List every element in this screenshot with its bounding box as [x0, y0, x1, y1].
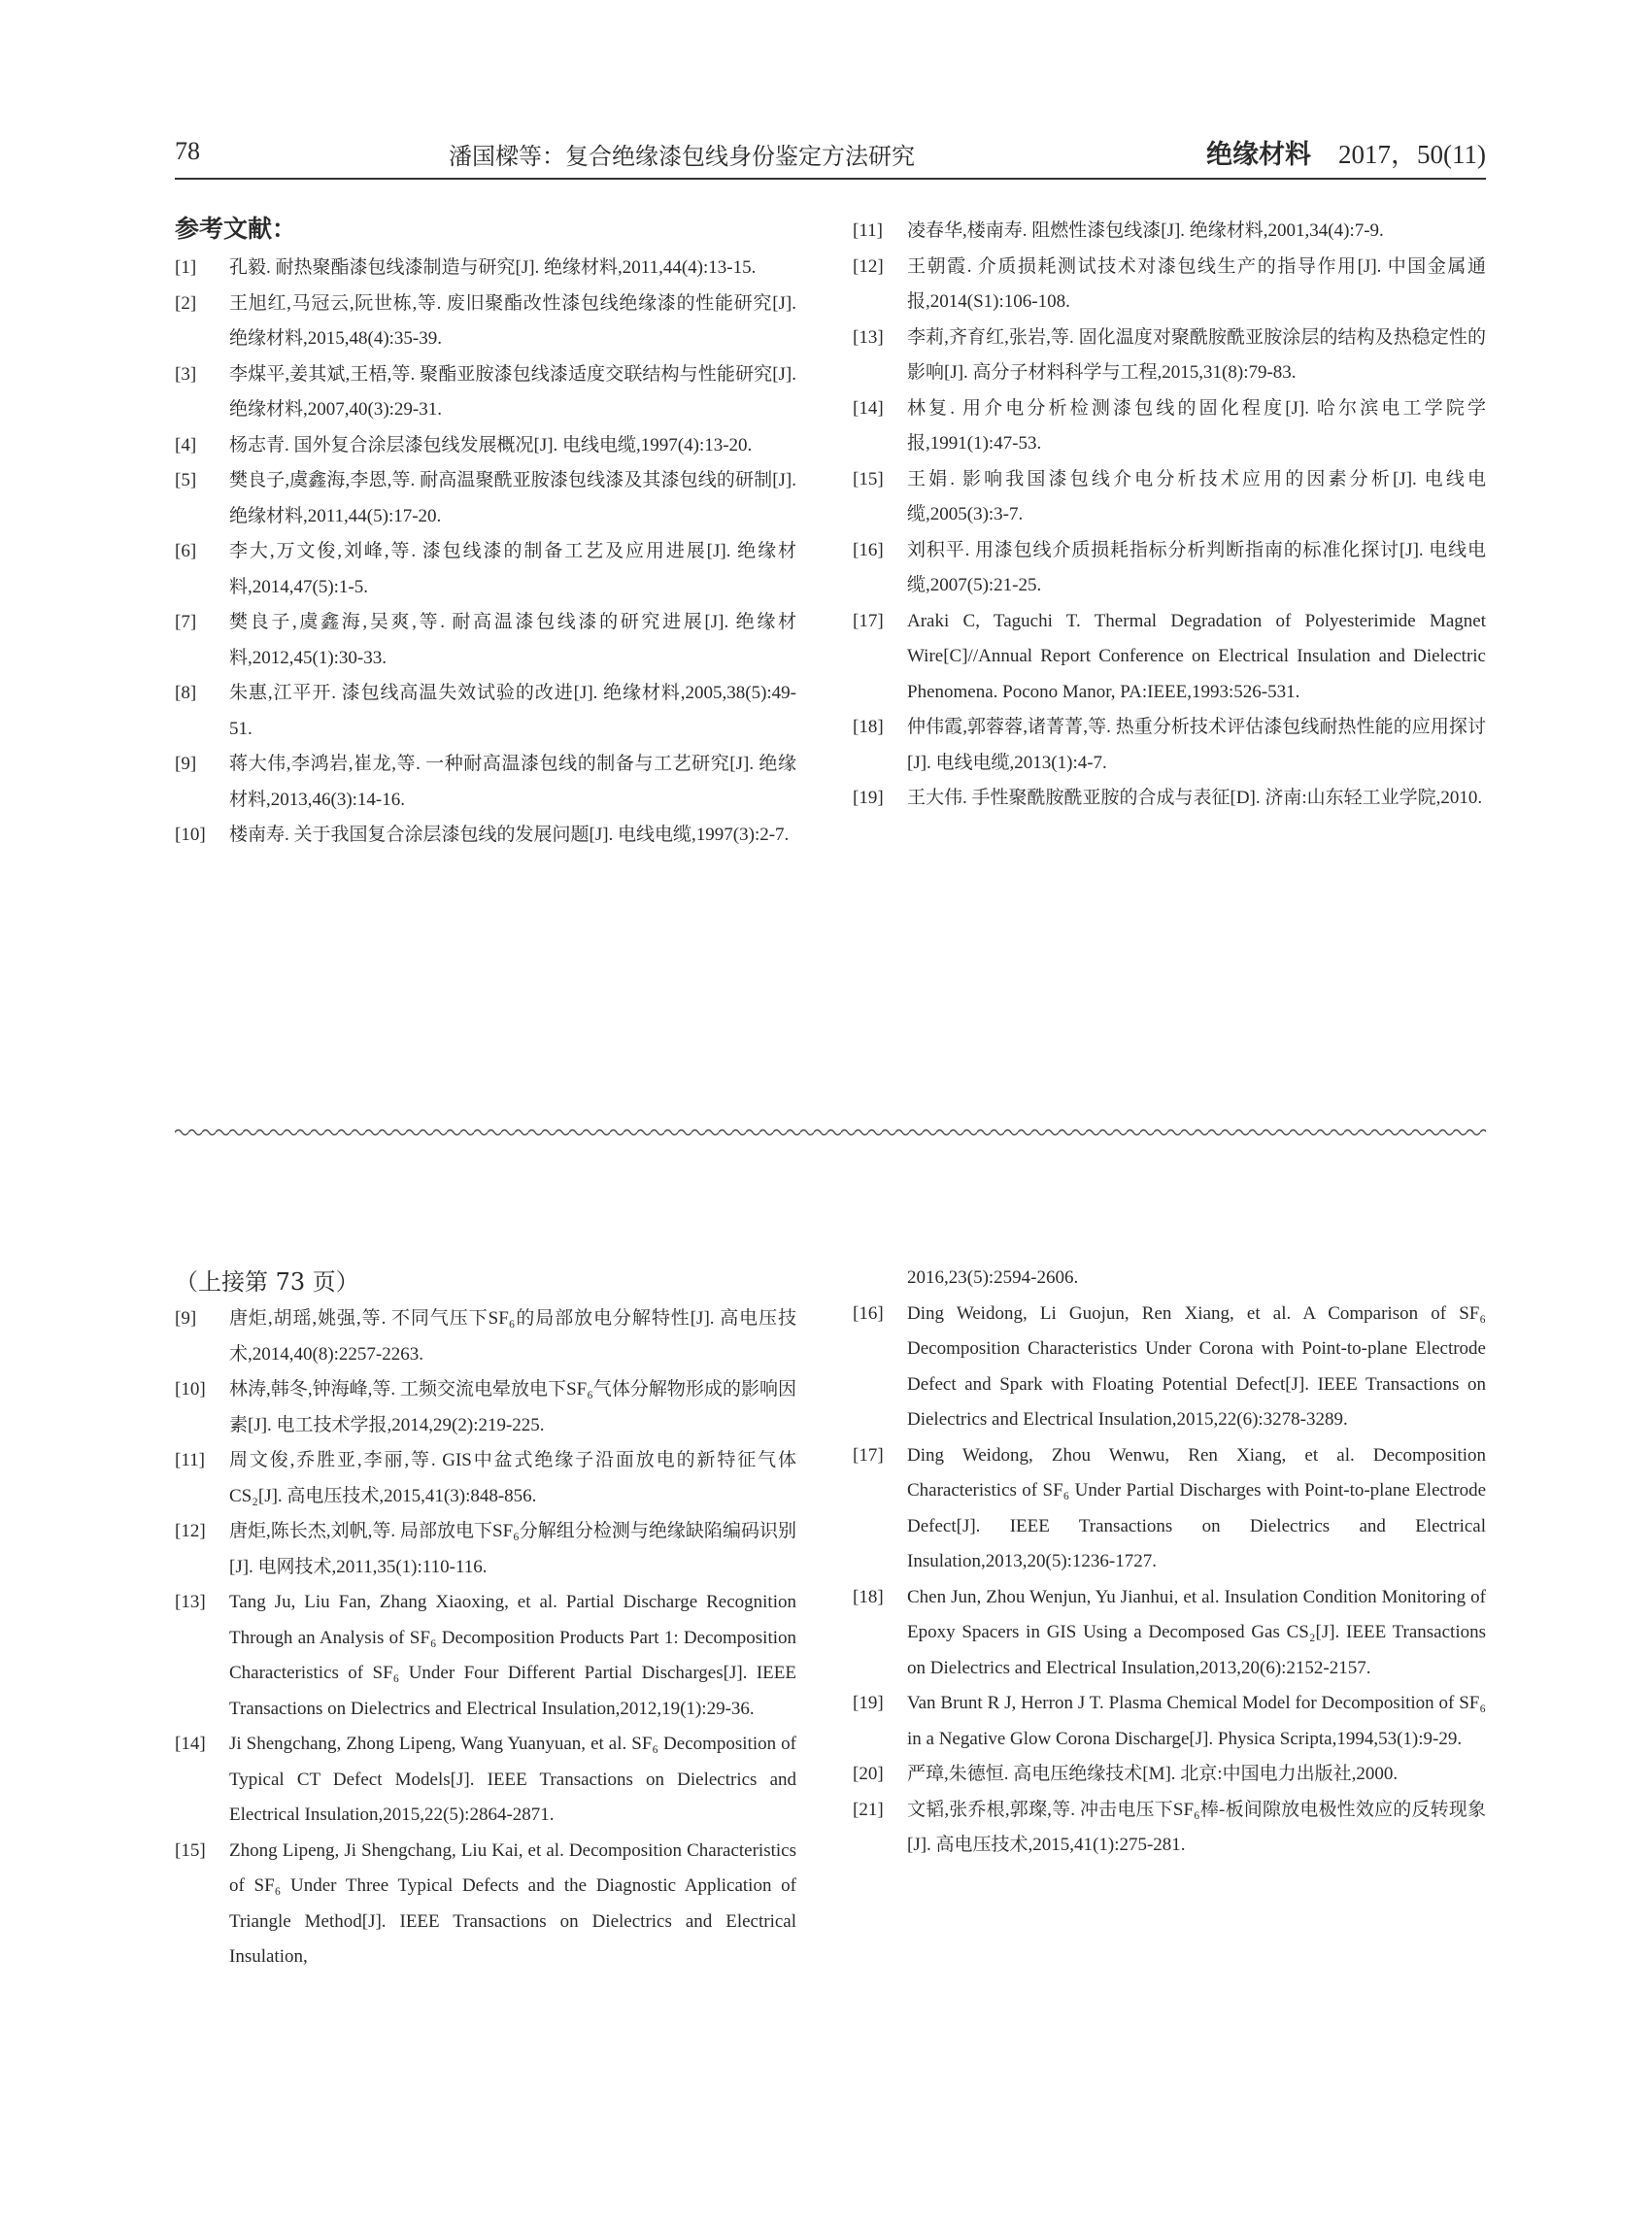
- reference-number: [11]: [175, 1450, 205, 1470]
- reference-text: 李煤平,姜其斌,王梧,等. 聚酯亚胺漆包线漆适度交联结构与性能研究[J]. 绝缘材料,2007,40(3):29-31.: [229, 363, 796, 420]
- reference-entry: [853, 1297, 1486, 1438]
- reference-number: [11]: [853, 220, 883, 241]
- reference-entry: [175, 251, 796, 287]
- reference-entry: [175, 428, 796, 464]
- reference-number: [15]: [175, 1839, 206, 1861]
- reference-text: 樊良子,虞鑫海,吴爽,等. 耐高温漆包线漆的研究进展[J]. 绝缘材料,2012,45(1):30-33.: [229, 612, 796, 668]
- reference-entry: [175, 818, 796, 854]
- reference-text: 王旭红,马冠云,阮世栋,等. 废旧聚酯改性漆包线绝缘漆的性能研究[J]. 绝缘材料,2015,48(4):35-39.: [229, 292, 796, 349]
- reference-number: [4]: [175, 434, 197, 455]
- reference-text: Chen Jun, Zhou Wenjun, Yu Jianhui, et al. Insulation Condition Monitoring of Epoxy Spacers in GIS Using a Decomposed Gas CS₂[J]. IEEE Transactions on Dielectrics and Electrical Insulation,2013,20(6):2152-2157.: [907, 1586, 1486, 1678]
- reference-entry: [175, 1834, 796, 1975]
- reference-text: 林复. 用介电分析检测漆包线的固化程度[J]. 哈尔滨电工学院学报,1991(1):47-53.: [907, 397, 1486, 454]
- reference-text: 仲伟霞,郭蓉蓉,诸菁菁,等. 热重分析技术评估漆包线耐热性能的应用探讨[J]. 电线电缆,2013(1):4-7.: [907, 717, 1486, 773]
- reference-entry: [853, 604, 1486, 711]
- reference-number: [8]: [175, 683, 197, 703]
- reference-entry: [175, 1585, 796, 1727]
- reference-number: [18]: [853, 717, 884, 737]
- reference-number: [12]: [175, 1521, 206, 1541]
- reference-entry: [175, 676, 796, 747]
- reference-number: [9]: [175, 754, 197, 774]
- reference-entry: [175, 1372, 796, 1443]
- reference-text: 周文俊,乔胜亚,李丽,等. GIS中盆式绝缘子沿面放电的新特征气体CS₂[J]. 高电压技术,2015,41(3):848-856.: [229, 1450, 796, 1506]
- journal-volume: 2017，50(11): [1338, 140, 1486, 169]
- reference-text: Ding Weidong, Zhou Wenwu, Ren Xiang, et al. Decomposition Characteristics of SF₆ Under Partial Discharges with Point-to-plane Electrode Defect[J]. IEEE Transactions on Dielectrics and Electrical Insulation,2013,20(5):1236-1727.: [907, 1444, 1486, 1571]
- reference-number: [7]: [175, 612, 197, 632]
- reference-number: [16]: [853, 539, 884, 560]
- reference-text: 楼南寿. 关于我国复合涂层漆包线的发展问题[J]. 电线电缆,1997(3):2-7.: [229, 825, 790, 845]
- reference-number: [17]: [853, 1444, 884, 1466]
- reference-text: Zhong Lipeng, Ji Shengchang, Liu Kai, et al. Decomposition Characteristics of SF₆ Under Three Typical Defects and the Diagnostic Application of Triangle Method[J]. IEEE Transactions on Dielectrics and Electrical Insulation,: [229, 1839, 796, 1967]
- reference-entry: [853, 1793, 1486, 1864]
- reference-number: [3]: [175, 363, 197, 385]
- reference-text: 凌春华,楼南寿. 阻燃性漆包线漆[J]. 绝缘材料,2001,34(4):7-9.: [907, 220, 1384, 241]
- reference-entry: [175, 1514, 796, 1585]
- reference-entry: [175, 534, 796, 605]
- reference-number: [12]: [853, 255, 884, 277]
- reference-number: [5]: [175, 470, 197, 490]
- reference-number: [2]: [175, 292, 197, 314]
- reference-number: [19]: [853, 1693, 884, 1713]
- reference-entry: [853, 462, 1486, 533]
- reference-number: [9]: [175, 1308, 197, 1329]
- page-number: 78: [175, 137, 200, 165]
- reference-number: [19]: [853, 788, 884, 808]
- running-title: 潘国樑等：复合绝缘漆包线身份鉴定方法研究: [449, 143, 915, 170]
- references-right-column: [853, 214, 1486, 817]
- reference-entry: [853, 1580, 1486, 1687]
- reference-number: [10]: [175, 825, 206, 845]
- references-left-column: [175, 251, 796, 854]
- reference-text: Ji Shengchang, Zhong Lipeng, Wang Yuanyuan, et al. SF₆ Decomposition of Typical CT Defect Models[J]. IEEE Transactions on Dielectrics and Electrical Insulation,2015,22(5):2864-2871.: [229, 1734, 796, 1825]
- continued-references-right-column: [853, 1261, 1486, 1864]
- reference-entry: [853, 710, 1486, 781]
- reference-text: Van Brunt R J, Herron J T. Plasma Chemical Model for Decomposition of SF₆ in a Negative Glow Corona Discharge[J]. Physica Scripta,1994,53(1):9-29.: [907, 1693, 1486, 1749]
- reference-number: [6]: [175, 541, 197, 561]
- reference-text: 李莉,齐育红,张岩,等. 固化温度对聚酰胺酰亚胺涂层的结构及热稳定性的影响[J]. 高分子材料科学与工程,2015,31(8):79-83.: [907, 326, 1486, 383]
- reference-text: 樊良子,虞鑫海,李恩,等. 耐高温聚酰亚胺漆包线漆及其漆包线的研制[J]. 绝缘材料,2011,44(5):17-20.: [229, 470, 796, 526]
- reference-number: [16]: [853, 1302, 884, 1324]
- reference-text: 杨志青. 国外复合涂层漆包线发展概况[J]. 电线电缆,1997(4):13-20.: [229, 434, 753, 455]
- reference-entry: [853, 250, 1486, 320]
- reference-continuation-text: 2016,23(5):2594-2606.: [907, 1267, 1079, 1288]
- reference-text: 林涛,韩冬,钟海峰,等. 工频交流电晕放电下SF₆气体分解物形成的影响因素[J]. 电工技术学报,2014,29(2):219-225.: [229, 1379, 796, 1435]
- reference-text: Ding Weidong, Li Guojun, Ren Xiang, et al. A Comparison of SF₆ Decomposition Characteristics Under Corona with Point-to-plane Electrode Defect and Spark with Floating Potential Defect[J]. IEEE Transactions on Dielectrics and Electrical Insulation,2015,22(6):3278-3289.: [907, 1302, 1486, 1430]
- reference-number: [20]: [853, 1764, 884, 1784]
- reference-text: 李大,万文俊,刘峰,等. 漆包线漆的制备工艺及应用进展[J]. 绝缘材料,2014,47(5):1-5.: [229, 541, 796, 597]
- reference-text: 蒋大伟,李鸿岩,崔龙,等. 一种耐高温漆包线的制备与工艺研究[J]. 绝缘材料,2013,46(3):14-16.: [229, 754, 796, 810]
- reference-number: [1]: [175, 257, 197, 278]
- section-divider: [175, 1128, 1486, 1137]
- reference-entry: [175, 747, 796, 818]
- reference-entry: [853, 1757, 1486, 1793]
- reference-entry: [175, 1443, 796, 1514]
- reference-number: [15]: [853, 468, 884, 489]
- journal-name: 绝缘材料: [1206, 140, 1312, 170]
- reference-entry: [175, 287, 796, 357]
- reference-text: 严璋,朱德恒. 高电压绝缘技术[M]. 北京:中国电力出版社,2000.: [907, 1764, 1399, 1784]
- continued-from-heading: （上接第 73 页）: [175, 1268, 359, 1296]
- reference-text: 朱惠,江平开. 漆包线高温失效试验的改进[J]. 绝缘材料,2005,38(5):49-51.: [229, 683, 796, 739]
- reference-text: Tang Ju, Liu Fan, Zhang Xiaoxing, et al. Partial Discharge Recognition Through an Analysis of SF₆ Decomposition Products Part 1: Decomposition Characteristics of SF₆ Under Four Different Partial Discharges[J]. IEEE Transactions on Dielectrics and Electrical Insulation,2012,19(1):29-36.: [229, 1592, 796, 1719]
- reference-text: 王大伟. 手性聚酰胺酰亚胺的合成与表征[D]. 济南:山东轻工业学院,2010.: [907, 788, 1483, 808]
- reference-number: [14]: [175, 1734, 206, 1754]
- page-header: [175, 133, 1486, 180]
- reference-text: 唐炬,陈长杰,刘帆,等. 局部放电下SF₆分解组分检测与绝缘缺陷编码识别[J]. 电网技术,2011,35(1):110-116.: [229, 1521, 796, 1577]
- continued-references-left-column: [175, 1301, 796, 1975]
- reference-text: 刘积平. 用漆包线介质损耗指标分析判断指南的标准化探讨[J]. 电线电缆,2007(5):21-25.: [907, 539, 1486, 595]
- reference-text: Araki C, Taguchi T. Thermal Degradation of Polyesterimide Magnet Wire[C]//Annual Report Conference on Electrical Insulation and Dielectric Phenomena. Pocono Manor, PA:IEEE,1993:526-531.: [907, 610, 1486, 702]
- reference-number: [21]: [853, 1799, 884, 1820]
- reference-entry: [853, 533, 1486, 604]
- reference-entry: [853, 214, 1486, 250]
- reference-entry: [175, 1301, 796, 1372]
- reference-entry: [175, 463, 796, 534]
- reference-entry: [175, 357, 796, 428]
- reference-number: [18]: [853, 1586, 884, 1607]
- reference-entry: [853, 781, 1486, 817]
- references-heading: 参考文献：: [175, 215, 297, 243]
- reference-text: 唐炬,胡瑶,姚强,等. 不同气压下SF₆的局部放电分解特性[J]. 高电压技术,2014,40(8):2257-2263.: [229, 1308, 796, 1365]
- reference-text: 文韬,张乔根,郭璨,等. 冲击电压下SF₆棒-板间隙放电极性效应的反转现象[J]. 高电压技术,2015,41(1):275-281.: [907, 1799, 1486, 1855]
- reference-entry: [175, 1727, 796, 1834]
- reference-number: [14]: [853, 397, 884, 419]
- reference-text: 王娟. 影响我国漆包线介电分析技术应用的因素分析[J]. 电线电缆,2005(3):3-7.: [907, 468, 1486, 524]
- journal-info: [1206, 133, 1486, 171]
- reference-text: 王朝霞. 介质损耗测试技术对漆包线生产的指导作用[J]. 中国金属通报,2014(S1):106-108.: [907, 255, 1486, 312]
- reference-entry: [853, 1686, 1486, 1757]
- reference-number: [13]: [853, 326, 884, 348]
- reference-entry: [853, 1438, 1486, 1580]
- reference-continuation: [853, 1261, 1486, 1297]
- reference-number: [17]: [853, 610, 884, 631]
- reference-text: 孔毅. 耐热聚酯漆包线漆制造与研究[J]. 绝缘材料,2011,44(4):13-15.: [229, 257, 757, 278]
- reference-number: [10]: [175, 1379, 206, 1400]
- reference-entry: [853, 391, 1486, 462]
- reference-entry: [853, 320, 1486, 391]
- reference-number: [13]: [175, 1592, 206, 1612]
- reference-entry: [175, 605, 796, 676]
